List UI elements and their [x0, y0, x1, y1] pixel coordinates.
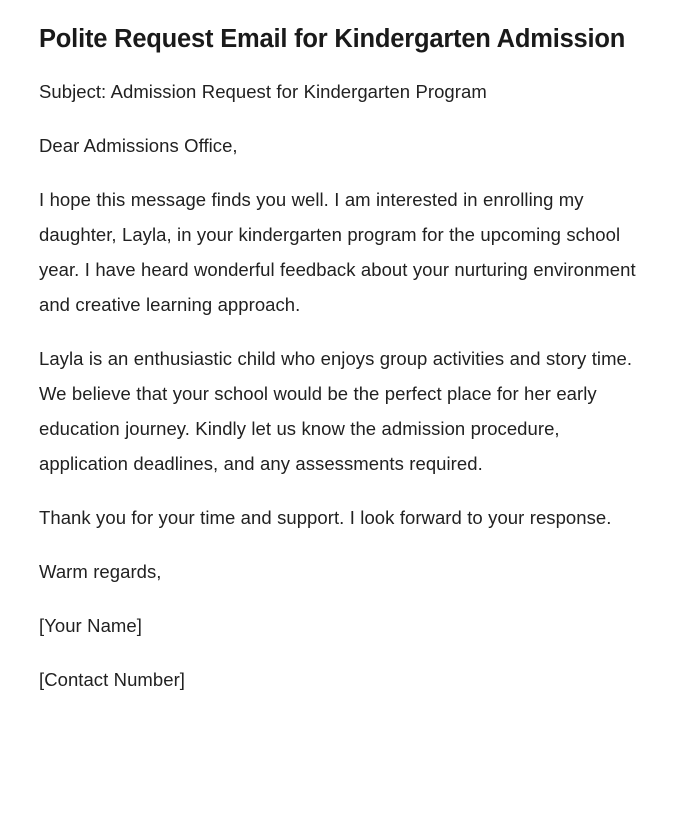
signoff: Warm regards, — [39, 561, 162, 582]
salutation: Dear Admissions Office, — [39, 135, 238, 156]
closing-paragraph: Thank you for your time and support. I look forward to your response. — [39, 507, 612, 528]
page-title: Polite Request Email for Kindergarten Admission — [39, 25, 626, 53]
body-paragraph: Layla is an enthusiastic child who enjoys group activities and story time. We believe that your school would be the perfect place for her early education journey. Kindly let us know the admission procedure, application deadlines, and any assessments required. — [39, 348, 633, 474]
sender-contact-placeholder: [Contact Number] — [39, 669, 185, 690]
sender-name-placeholder: [Your Name] — [39, 615, 142, 636]
email-body — [39, 74, 639, 697]
intro-paragraph: I hope this message finds you well. I am interested in enrolling my daughter, Layla, in your kindergarten program for the upcoming school year. I have heard wonderful feedback about your nurturing environment and creative learning approach. — [39, 189, 636, 315]
email-template-article — [39, 0, 639, 697]
subject-line: Subject: Admission Request for Kindergarten Program — [39, 81, 487, 102]
